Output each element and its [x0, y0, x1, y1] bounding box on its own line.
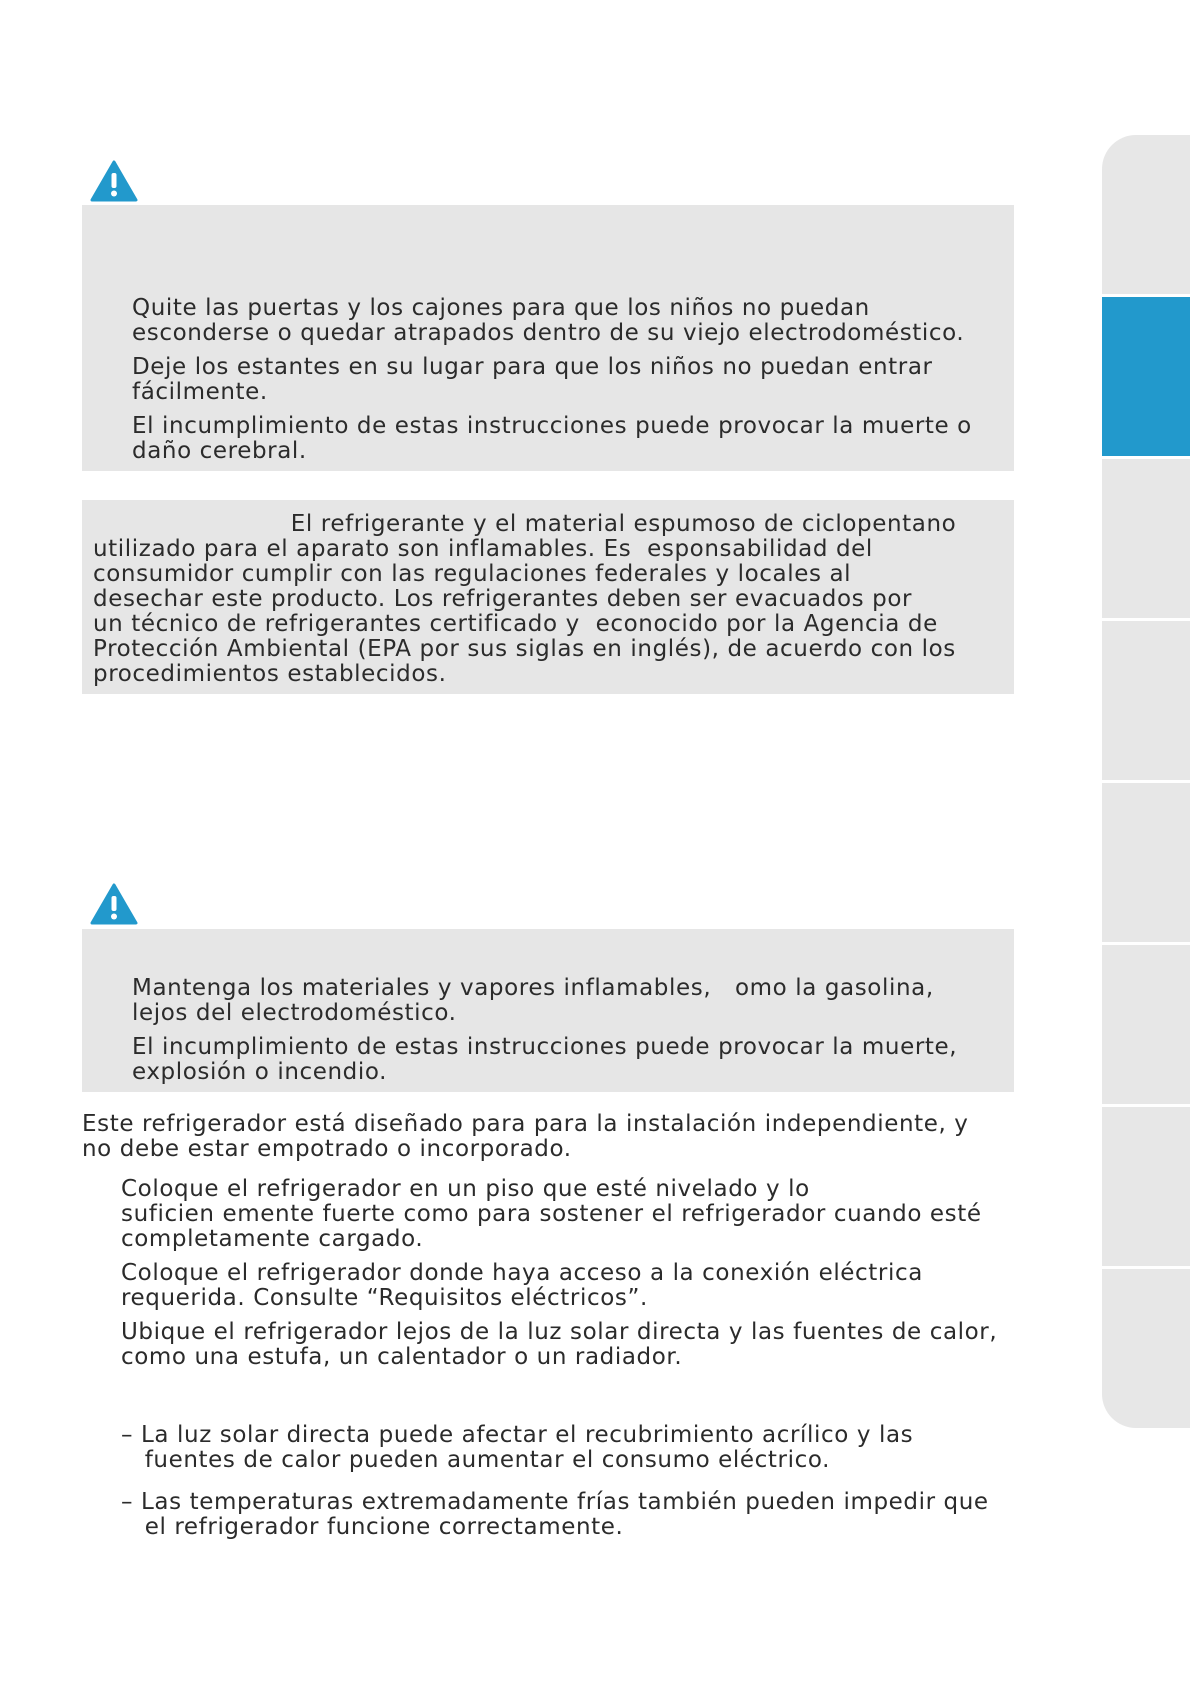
- section-tab[interactable]: [1102, 1107, 1190, 1266]
- section-tab[interactable]: [1102, 945, 1190, 1104]
- location-item: Ubique el refrigerador lejos de la luz solar directa y las fuentes de calor, como una estufa, un calentador o un radiador.: [121, 1319, 998, 1370]
- warning1-item: Deje los estantes en su lugar para que los niños no puedan entrar fácilmente.: [132, 354, 933, 405]
- refrigerant-note: El refrigerante y el material espumoso de ciclopentano utilizado para el aparato son inflamables. Es esponsabilidad del consumidor cumplir con las regulaciones federales y locales al desechar este producto. Los refrigerantes deben ser evacuados por un técnico de refrigerantes certificado y econocido por la Agencia de Protección Ambiental (EPA por sus siglas en inglés), de acuerdo con los procedimientos establecidos.: [93, 511, 957, 687]
- section-tab[interactable]: [1102, 1269, 1190, 1428]
- location-item: Coloque el refrigerador en un piso que esté nivelado y lo suficien emente fuerte como para sostener el refrigerador cuando esté completamente cargado.: [121, 1176, 982, 1252]
- dash-item: – La luz solar directa puede afectar el recubrimiento acrílico y las fuentes de calor pueden aumentar el consumo eléctrico.: [121, 1422, 914, 1473]
- section-tabs: [1102, 135, 1190, 1425]
- warning1-item: Quite las puertas y los cajones para que los niños no puedan esconderse o quedar atrapados dentro de su viejo electrodoméstico.: [132, 295, 965, 346]
- location-item: Coloque el refrigerador donde haya acceso a la conexión eléctrica requerida. Consulte “Requisitos eléctricos”.: [121, 1260, 923, 1311]
- intro-paragraph: Este refrigerador está diseñado para para la instalación independiente, y no debe estar empotrado o incorporado.: [82, 1111, 969, 1162]
- warning-triangle-icon: [90, 883, 138, 925]
- dash-item: – Las temperaturas extremadamente frías también pueden impedir que el refrigerador funcione correctamente.: [121, 1489, 989, 1540]
- warning2-item: El incumplimiento de estas instrucciones puede provocar la muerte, explosión o incendio.: [132, 1034, 958, 1085]
- warning1-item: El incumplimiento de estas instrucciones puede provocar la muerte o daño cerebral.: [132, 413, 972, 464]
- section-tab[interactable]: [1102, 135, 1190, 294]
- warning2-item: Mantenga los materiales y vapores inflamables, omo la gasolina, lejos del electrodoméstico.: [132, 975, 934, 1026]
- section-tab[interactable]: [1102, 621, 1190, 780]
- warning-triangle-icon: [90, 160, 138, 202]
- section-tab-active[interactable]: [1102, 297, 1190, 456]
- section-tab[interactable]: [1102, 783, 1190, 942]
- section-tab[interactable]: [1102, 459, 1190, 618]
